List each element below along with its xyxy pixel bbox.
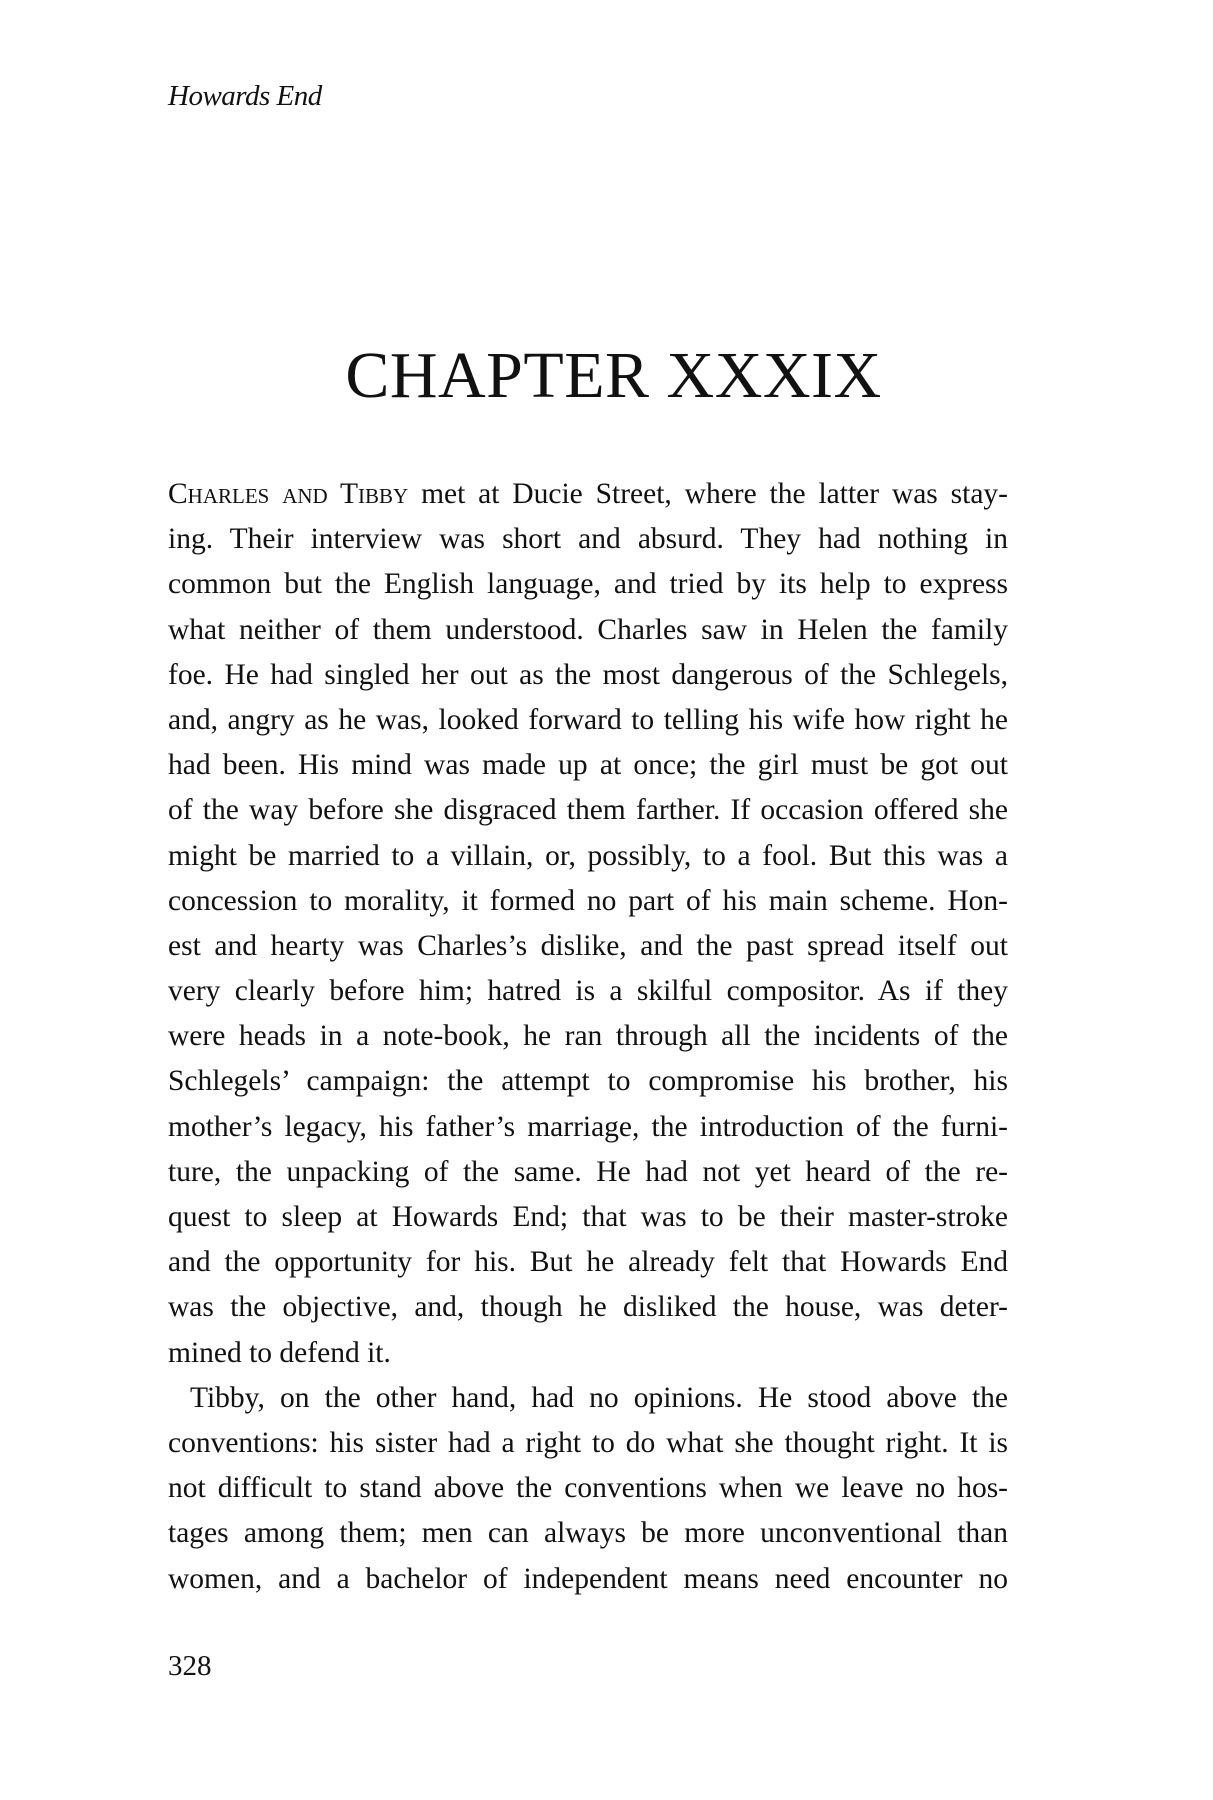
text-line: of the way before she disgraced them farther. If occasion offered she <box>168 794 1008 827</box>
text-line: quest to sleep at Howards End; that was to be their master-stroke <box>168 1201 1008 1233</box>
text-line: conventions: his sister had a right to do what she thought right. It is <box>168 1426 1008 1459</box>
text-line: common but the English language, and tried by its help to express <box>168 568 1008 601</box>
text-line: tages among them; men can always be more unconventional than <box>168 1517 1008 1550</box>
text-line: est and hearty was Charles’s dislike, and the past spread itself out <box>168 929 1008 962</box>
text-line: mother’s legacy, his father’s marriage, the introduction of the furni- <box>168 1110 1008 1143</box>
chapter-title: CHAPTER XXXIX <box>345 339 882 412</box>
text-line: ture, the unpacking of the same. He had not yet heard of the re- <box>168 1155 1008 1188</box>
text-line: mined to defend it. <box>168 1336 391 1369</box>
text-line: foe. He had singled her out as the most dangerous of the Schlegels, <box>168 658 1008 691</box>
text-line: and the opportunity for his. But he already felt that Howards End <box>168 1246 1008 1279</box>
text-line: concession to morality, it formed no part of his main scheme. Hon- <box>168 884 1008 917</box>
text-line: very clearly before him; hatred is a skilful compositor. As if they <box>168 975 1008 1008</box>
text-line: not difficult to stand above the conventions when we leave no hos- <box>168 1472 1008 1505</box>
lead-smallcaps: Charles and Tibby <box>168 478 409 510</box>
text-line: and, angry as he was, looked forward to telling his wife how right he <box>168 703 1008 736</box>
text-line: had been. His mind was made up at once; the girl must be got out <box>168 749 1008 782</box>
text-line: was the objective, and, though he disliked the house, was deter- <box>168 1291 1008 1324</box>
text-line: what neither of them understood. Charles saw in Helen the family <box>168 613 1008 646</box>
page-number: 328 <box>168 1650 212 1682</box>
running-head: Howards End <box>168 80 322 112</box>
text-line: Charles and Tibby met at Ducie Street, where the latter was stay- <box>168 478 1008 510</box>
text-line: women, and a bachelor of independent means need encounter no <box>168 1562 1008 1595</box>
text-line: ing. Their interview was short and absurd. They had nothing in <box>168 523 1008 556</box>
body-text <box>168 472 1008 1602</box>
text-line: Tibby, on the other hand, had no opinions. He stood above the <box>190 1381 1008 1414</box>
text-line: Schlegels’ campaign: the attempt to compromise his brother, his <box>168 1065 1008 1098</box>
text-line: might be married to a villain, or, possibly, to a fool. But this was a <box>168 839 1008 872</box>
text-line: were heads in a note-book, he ran through all the incidents of the <box>168 1020 1008 1053</box>
